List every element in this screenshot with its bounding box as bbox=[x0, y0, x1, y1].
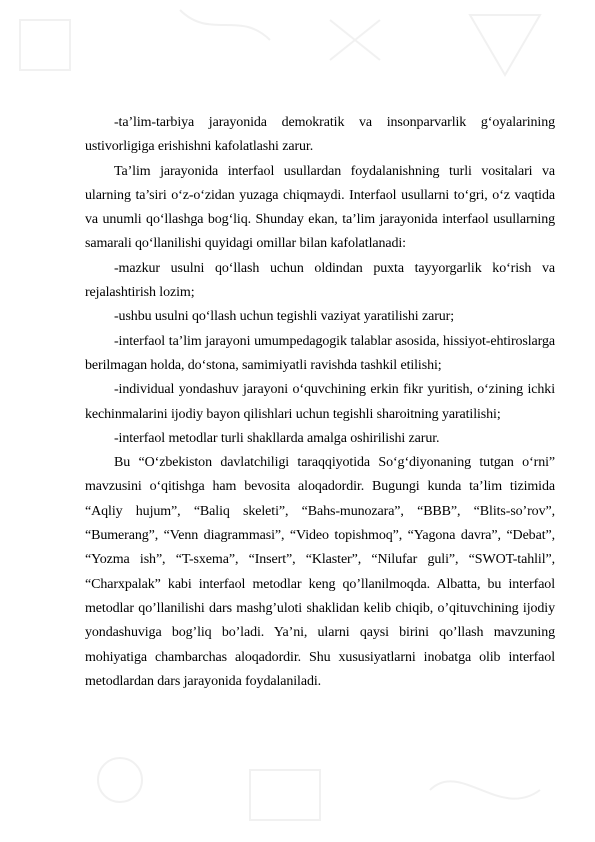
paragraph-5: -interfaol ta’lim jarayoni umumpedagogik talablar asosida, hissiyot-ehtiroslarga berilmagan holda, do‘stona, samimiyatli ravishda tashkil etilishi; bbox=[85, 333, 555, 373]
document-body bbox=[85, 111, 555, 694]
paragraph-6: -individual yondashuv jarayoni o‘quvchining erkin fikr yuritish, o‘zining ichki kechinmalarini ijodiy bayon qilishlari uchun tegishli sharoitning yaratilishi; bbox=[85, 382, 555, 422]
paragraph-1: -ta’lim-tarbiya jarayonida demokratik va insonparvarlik g‘oyalarining ustivorligiga erishishni kafolatlashi zarur. bbox=[85, 115, 555, 155]
paragraph-7: -interfaol metodlar turli shakllarda amalga oshirilishi zarur. bbox=[114, 430, 440, 446]
paragraph-3: -mazkur usulni qo‘llash uchun oldindan puxta tayyorgarlik ko‘rish va rejalashtirish lozim; bbox=[85, 260, 555, 301]
paragraph-8: Bu “O‘zbekiston davlatchiligi taraqqiyotida So‘g‘diyonaning tutgan o‘rni” mavzusini o‘qitishga ham bevosita aloqadordir. Bugungi kunda ta’lim tizimida “Aqliy hujum”, “Baliq skeleti”, “Bahs-munozara”, “BBB”, “Blits-so’rov”, “Bumerang”, “Venn diagrammasi”, “Video topishmoq”, “Yagona davra”, “Debat”, “Yozma ish”, “T-sxema”, “Insert”, “Klaster”, “Nilufar guli”, “SWOT-tahlil”, “Charxpalak” kabi interfaol metodlar keng qo’llanilmoqda. Albatta, bu interfaol metodlar qo’llanilishi dars mashg’uloti shaklidan kelib chiqib, o’qituvchining ijodiy yondashuviga bog’liq bo’ladi. Ya’ni, ularni qaysi birini qo’llash mavzuning mohiyatiga chambarchas aloqadordir. Shu xususiyatlarni inobatga olib interfaol metodlardan dars jarayonida foydalaniladi. bbox=[85, 455, 555, 689]
paragraph-4: -ushbu usulni qo‘llash uchun tegishli vaziyat yaratilishi zarur; bbox=[114, 309, 455, 325]
paragraph-2: Ta’lim jarayonida interfaol usullardan foydalanishning turli vositalari va ularning ta’siri o‘z-o‘zidan yuzaga chiqmaydi. Interfaol usullarni to‘gri, o‘z vaqtida va unumli qo‘llashga bog‘liq. Shunday ekan, ta’lim jarayonida interfaol usullarning samarali qo‘llanilishi quyidagi omillar bilan kafolatlanadi: bbox=[85, 163, 555, 252]
